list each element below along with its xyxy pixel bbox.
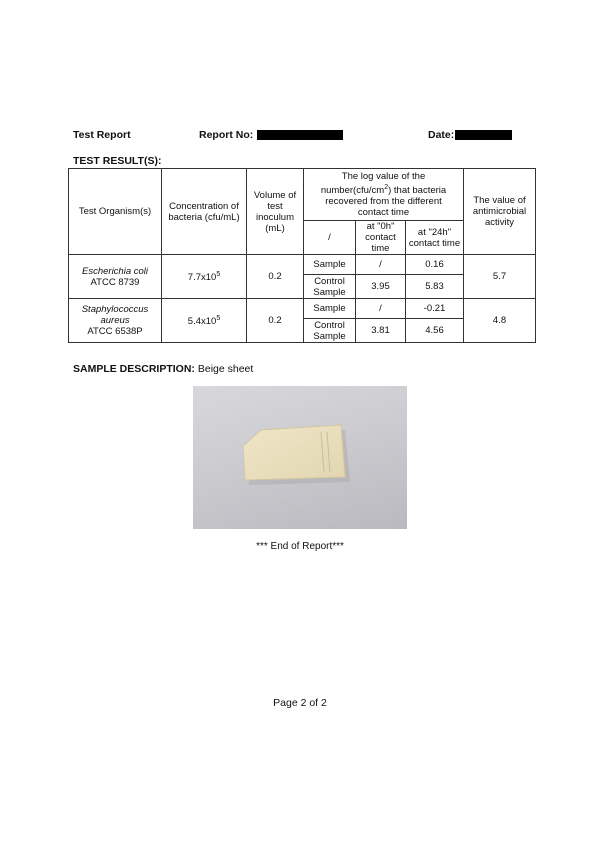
table-row xyxy=(69,255,536,275)
sample-24h-cell: 0.16 xyxy=(406,255,464,275)
report-date xyxy=(428,129,512,141)
control-0h-cell: 3.81 xyxy=(356,319,406,343)
date-label: Date: xyxy=(428,129,455,141)
header-0h: at "0h" contact time xyxy=(356,221,406,255)
redaction-bar xyxy=(257,130,343,140)
concentration-exponent: 5 xyxy=(216,315,221,323)
sample-description xyxy=(73,363,253,375)
results-table xyxy=(68,168,536,343)
control-label-cell: Control Sample xyxy=(304,319,356,343)
control-0h-cell: 3.95 xyxy=(356,275,406,299)
organism-name: Staphylococcus aureus xyxy=(81,304,149,326)
header-log-line: recovered from the different xyxy=(325,196,442,208)
header-volume: Volume of test inoculum (mL) xyxy=(247,169,304,255)
control-24h-cell: 5.83 xyxy=(406,275,464,299)
concentration-exponent: 5 xyxy=(216,271,221,279)
sample-0h-cell: / xyxy=(356,299,406,319)
sample-sheet-illustration xyxy=(193,386,407,529)
report-number xyxy=(199,129,343,141)
page-number: Page 2 of 2 xyxy=(273,697,327,709)
control-label-cell: Control Sample xyxy=(304,275,356,299)
header-slash: / xyxy=(304,221,356,255)
header-concentration: Concentration of bacteria (cfu/mL) xyxy=(162,169,247,255)
activity-cell: 4.8 xyxy=(464,299,536,343)
sample-description-value: Beige sheet xyxy=(197,363,254,375)
header-log-sup: 2 xyxy=(384,183,389,191)
organism-cell xyxy=(69,299,162,343)
table-row xyxy=(69,299,536,319)
concentration-cell xyxy=(162,299,247,343)
concentration-base: 7.7x10 xyxy=(187,272,217,284)
end-of-report: *** End of Report*** xyxy=(256,541,344,552)
header-log-line: ) that bacteria xyxy=(388,185,447,197)
sample-24h-cell: -0.21 xyxy=(406,299,464,319)
results-heading: TEST RESULT(S): xyxy=(73,155,162,167)
header-log-line: The log value of the xyxy=(341,170,426,182)
activity-cell: 5.7 xyxy=(464,255,536,299)
header-24h: at "24h" contact time xyxy=(406,221,464,255)
header-log-line: contact time xyxy=(357,207,410,219)
table-header-row xyxy=(69,169,536,221)
volume-cell: 0.2 xyxy=(247,299,304,343)
header-organism: Test Organism(s) xyxy=(69,169,162,255)
header-log-line: number(cfu/cm xyxy=(320,185,385,197)
sample-label-cell: Sample xyxy=(304,299,356,319)
header-log-value xyxy=(304,169,464,221)
sample-label-cell: Sample xyxy=(304,255,356,275)
sample-0h-cell: / xyxy=(356,255,406,275)
volume-cell: 0.2 xyxy=(247,255,304,299)
organism-cell xyxy=(69,255,162,299)
sample-photo xyxy=(193,386,407,529)
organism-name: Escherichia coli xyxy=(82,265,148,277)
redaction-bar xyxy=(455,130,512,140)
sample-description-label: SAMPLE DESCRIPTION: xyxy=(73,363,195,375)
organism-strain: ATCC 8739 xyxy=(90,276,140,288)
header-activity: The value of antimicrobial activity xyxy=(464,169,536,255)
organism-strain: ATCC 6538P xyxy=(87,326,143,337)
concentration-cell xyxy=(162,255,247,299)
report-number-label: Report No: xyxy=(199,129,254,141)
concentration-base: 5.4x10 xyxy=(187,316,217,328)
report-title: Test Report xyxy=(73,129,131,141)
control-24h-cell: 4.56 xyxy=(406,319,464,343)
